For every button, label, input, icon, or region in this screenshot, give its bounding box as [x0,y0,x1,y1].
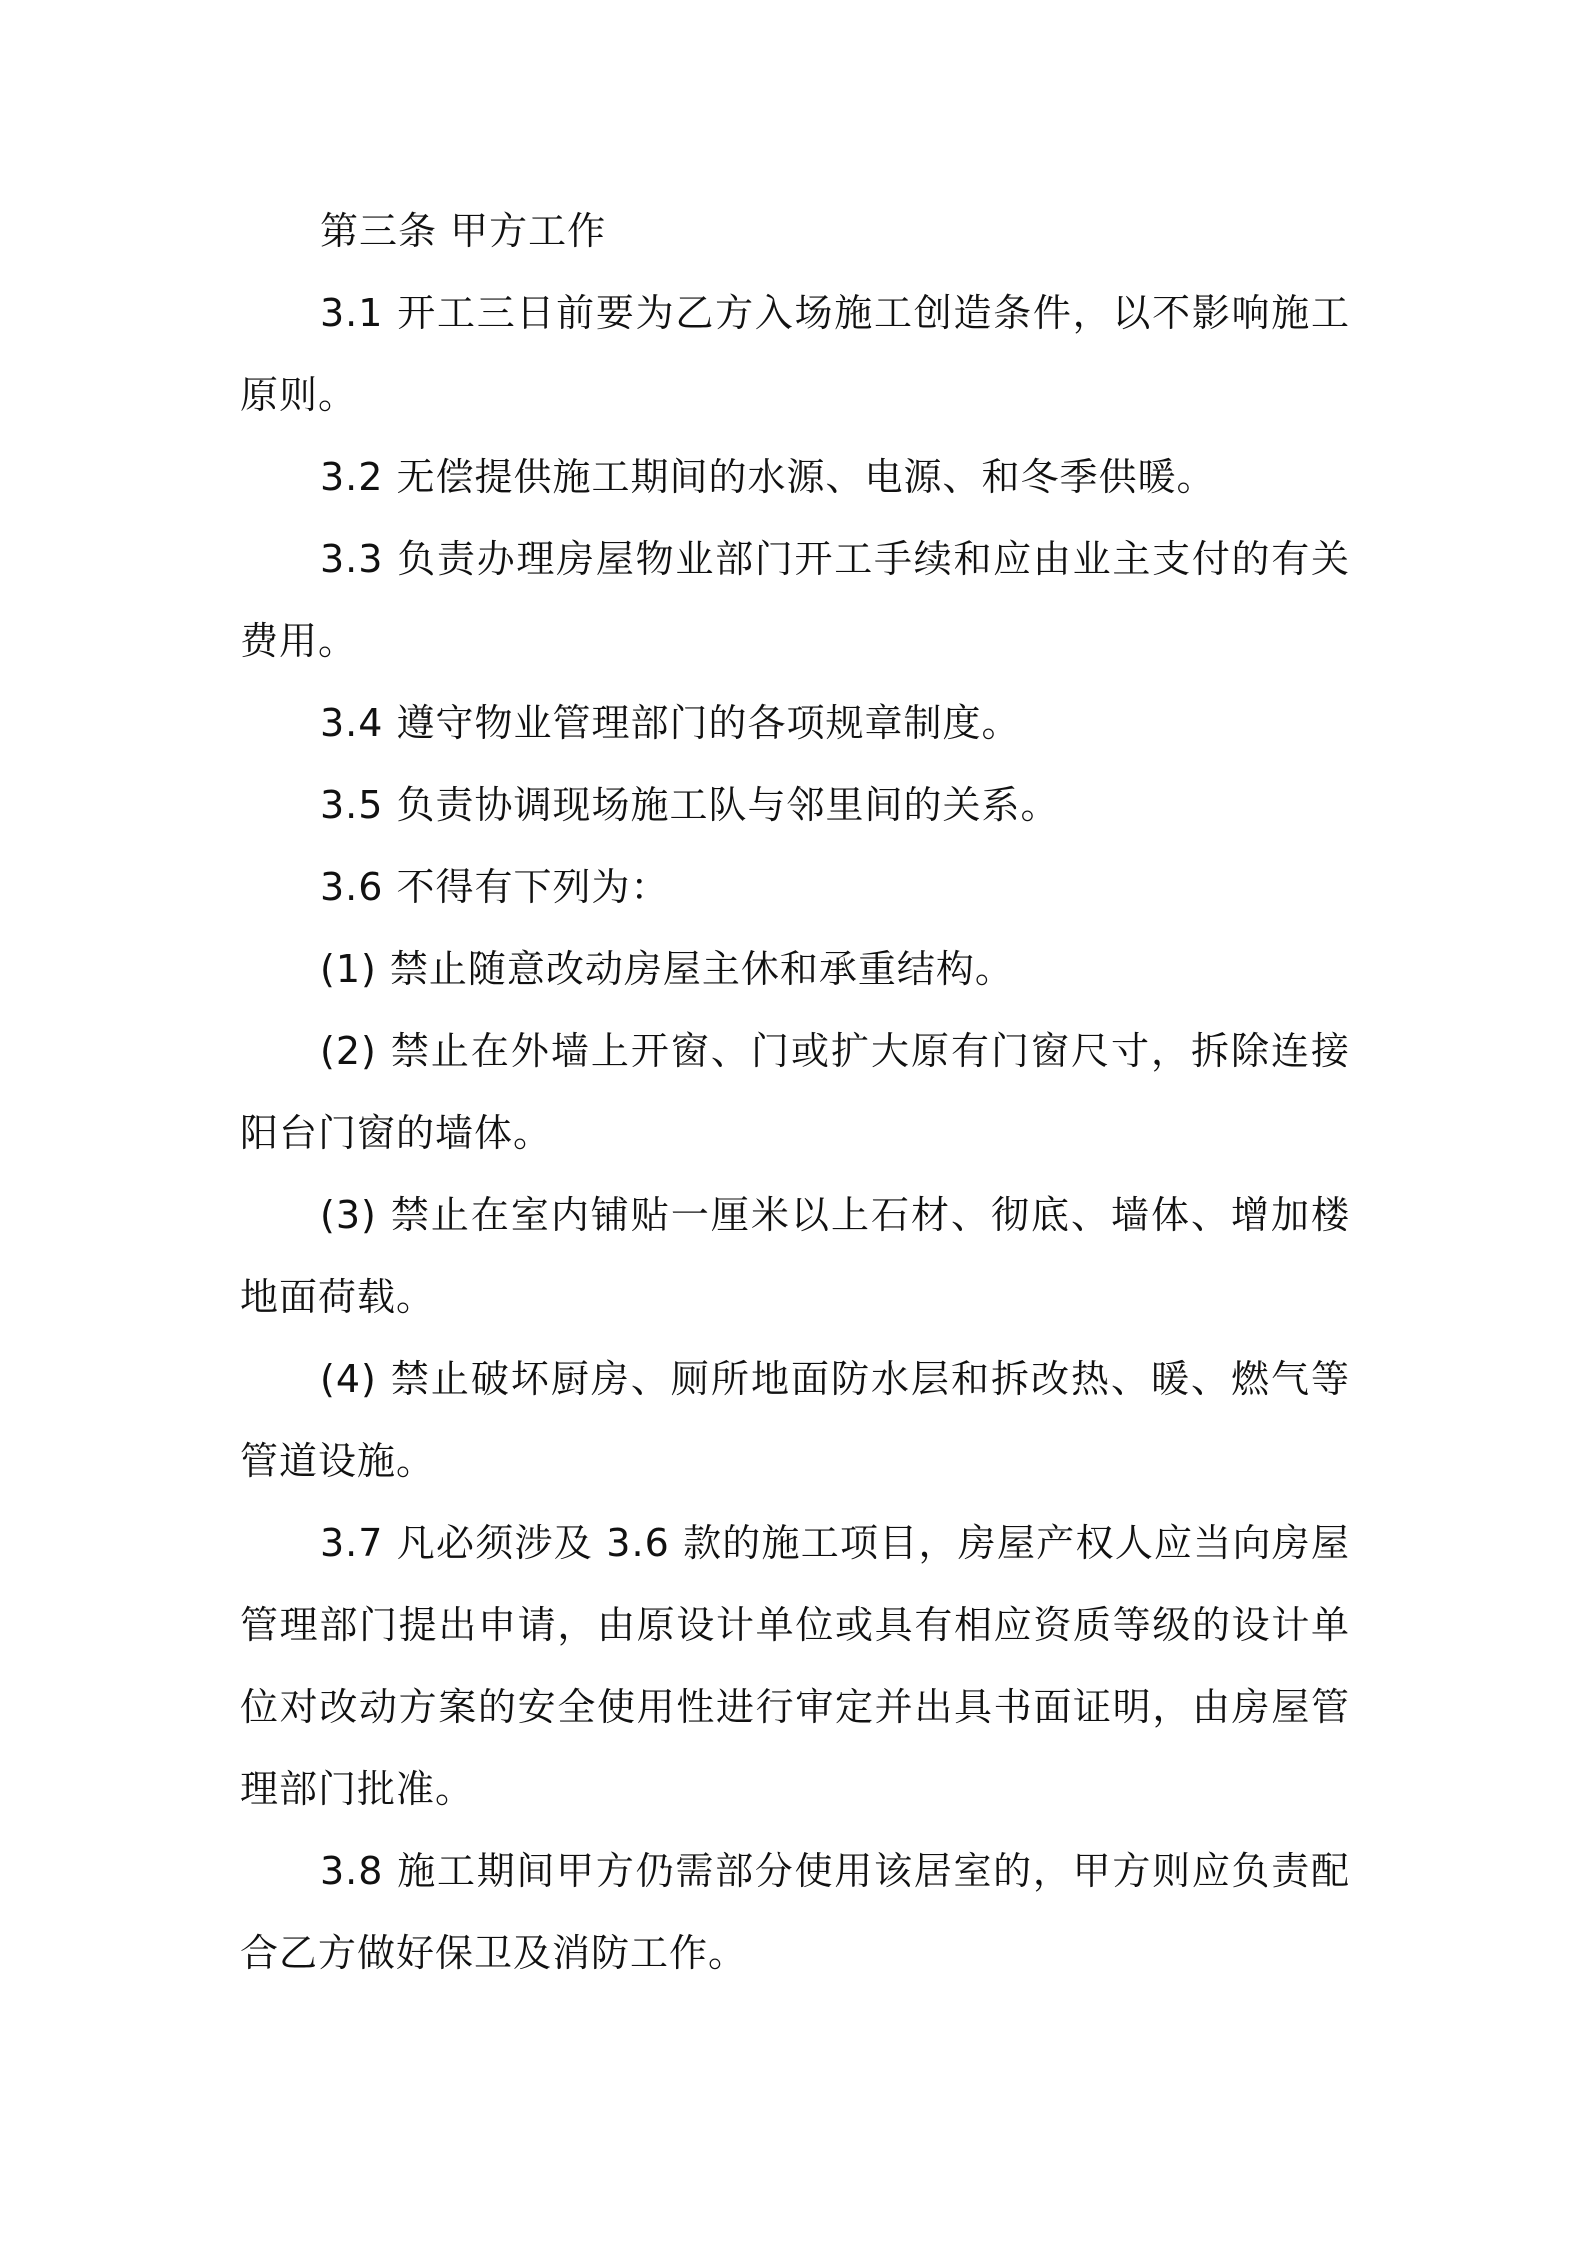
prohibition-4: (4) 禁止破坏厨房、厕所地面防水层和拆改热、暖、燃气等管道设施。 [240,1357,1350,1483]
clause-3-6: 3.6 不得有下列为： [320,865,670,909]
clause-3-5: 3.5 负责协调现场施工队与邻里间的关系。 [320,783,1060,827]
article-body [240,190,1350,1994]
clause-3-7: 3.7 凡必须涉及 3.6 款的施工项目，房屋产权人应当向房屋管理部门提出申请，由原设计单位或具有相应资质等级的设计单位对改动方案的安全使用性进行审定并出具书面证明，由房屋管理部门批准。 [240,1521,1350,1811]
clause-3-4: 3.4 遵守物业管理部门的各项规章制度。 [320,701,1021,745]
prohibition-2: (2) 禁止在外墙上开窗、门或扩大原有门窗尺寸，拆除连接阳台门窗的墙体。 [240,1029,1350,1155]
clause-3-8: 3.8 施工期间甲方仍需部分使用该居室的，甲方则应负责配合乙方做好保卫及消防工作。 [240,1849,1350,1975]
prohibition-1: (1) 禁止随意改动房屋主休和承重结构。 [320,947,1014,991]
clause-3-3: 3.3 负责办理房屋物业部门开工手续和应由业主支付的有关费用。 [240,537,1350,663]
clause-3-2: 3.2 无偿提供施工期间的水源、电源、和冬季供暖。 [320,455,1216,499]
clause-3-1: 3.1 开工三日前要为乙方入场施工创造条件，以不影响施工原则。 [240,291,1350,417]
prohibition-3: (3) 禁止在室内铺贴一厘米以上石材、彻底、墙体、增加楼地面荷载。 [240,1193,1350,1319]
article-heading: 第三条 甲方工作 [320,209,607,253]
